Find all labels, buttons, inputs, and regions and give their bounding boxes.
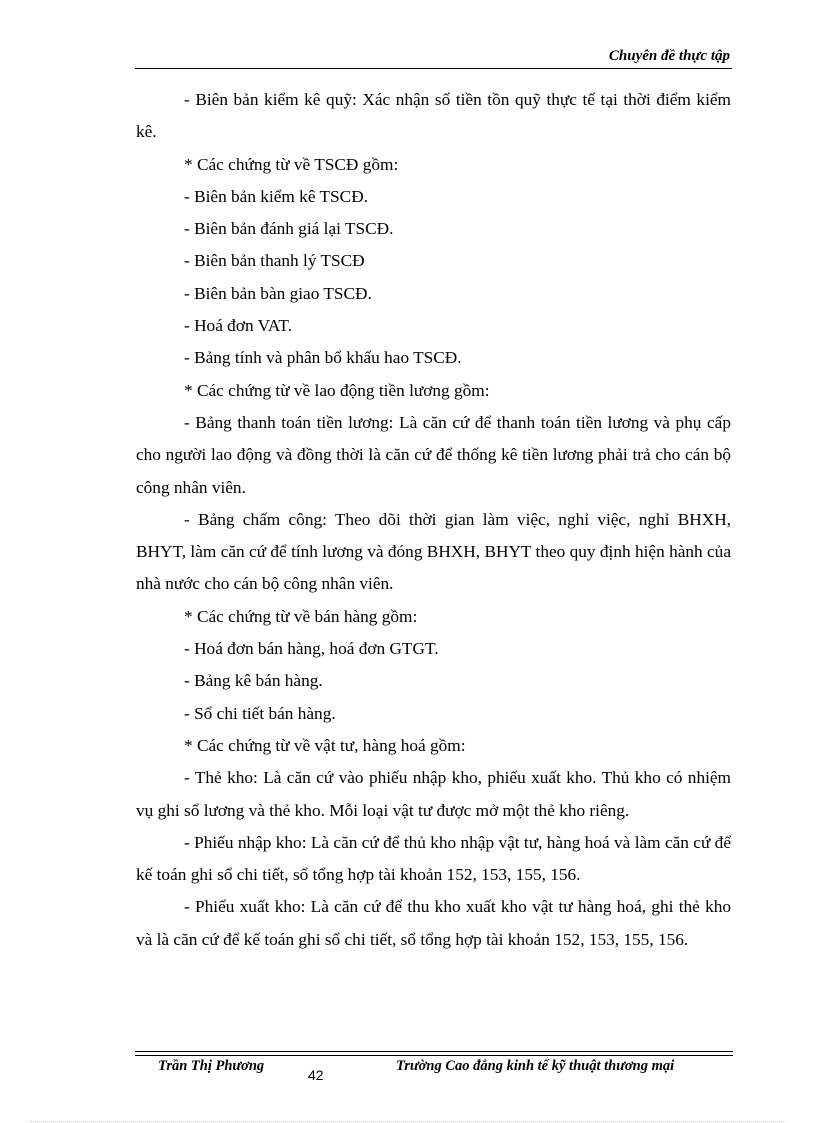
paragraph: - Sổ chi tiết bán hàng. [184,703,336,723]
header-title: Chuyên đề thực tập [608,48,730,64]
paragraph: - Bảng tính và phân bổ khấu hao TSCĐ. [184,348,462,368]
paragraph: * Các chứng từ về lao động tiền lương gồm: [184,380,490,400]
footer-divider-thin [135,1055,733,1056]
paragraph: - Bảng thanh toán tiền lương: Là căn cứ để thanh toán tiền lương và phụ cấp cho người lao động và đồng thời là căn cứ để thống kê tiền lương phải trả cho cán bộ công nhân viên. [136,412,731,497]
paragraph: - Hoá đơn bán hàng, hoá đơn GTGT. [184,639,439,659]
paragraph: - Thẻ kho: Là căn cứ vào phiếu nhập kho, phiếu xuất kho. Thủ kho có nhiệm vụ ghi sổ lương và thẻ kho. Mỗi loại vật tư được mở một thẻ kho riêng. [136,768,731,820]
paragraph: - Bảng kê bán hàng. [184,671,323,691]
paragraph: - Phiếu nhập kho: Là căn cứ để thủ kho nhập vật tư, hàng hoá và làm căn cứ để kế toán ghi sổ chi tiết, sổ tổng hợp tài khoản 152, 153, 155, 156. [136,832,731,885]
footer-author: Trần Thị Phương [158,1058,265,1074]
footer-divider [135,1051,733,1052]
paragraph: - Biên bản kiểm kê quỹ: Xác nhận số tiền tồn quỹ thực tế tại thời điểm kiểm kê. [136,90,731,142]
document-body [136,84,731,956]
paragraph: * Các chứng từ về TSCĐ gồm: [184,154,399,174]
paragraph: * Các chứng từ về bán hàng gồm: [184,606,418,626]
paragraph: - Biên bản bàn giao TSCĐ. [184,283,372,303]
paragraph: - Bảng chấm công: Theo dõi thời gian làm việc, nghỉ việc, nghỉ BHXH, BHYT, làm căn cứ để tính lương và đóng BHXH, BHYT theo quy định hiện hành của nhà nước cho cán bộ công nhân viên. [136,509,731,594]
paragraph: - Phiếu xuất kho: Là căn cứ để thu kho xuất kho vật tư hàng hoá, ghi thẻ kho và là căn cứ để kế toán ghi sổ chi tiết, sổ tổng hợp tài khoản 152, 153, 155, 156. [136,897,731,949]
paragraph: * Các chứng từ về vật tư, hàng hoá gồm: [184,735,466,755]
paragraph: - Biên bản kiểm kê TSCĐ. [184,186,368,206]
paragraph: - Hoá đơn VAT. [184,316,293,336]
footer-school: Trường Cao đẳng kinh tế kỹ thuật thương mại [396,1058,675,1074]
paragraph: - Biên bản đánh giá lại TSCĐ. [184,219,394,239]
page-edge-divider [30,1121,786,1122]
paragraph: - Biên bản thanh lý TSCĐ [184,251,365,271]
page-number: 42 [308,1067,324,1083]
header-divider [135,68,732,69]
